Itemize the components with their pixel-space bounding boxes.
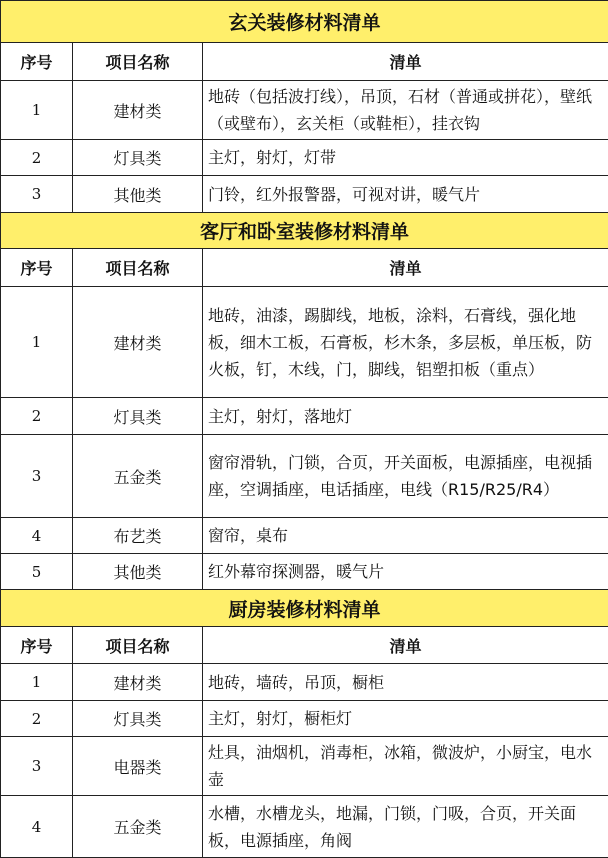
row-number: 4	[1, 796, 73, 858]
row-category: 灯具类	[73, 140, 203, 176]
row-category: 布艺类	[73, 518, 203, 554]
table-row	[1, 81, 608, 140]
row-items: 地砖，油漆，踢脚线，地板，涂料，石膏线，强化地板，细木工板，石膏板，杉木条，多层板，单压板，防火板，钉，木线，门，脚线，铝塑扣板（重点）	[203, 287, 608, 398]
table-row	[1, 664, 608, 701]
row-category: 灯具类	[73, 701, 203, 737]
table-row	[1, 737, 608, 796]
table-row	[1, 398, 608, 435]
row-category: 五金类	[73, 796, 203, 858]
row-category: 建材类	[73, 664, 203, 701]
header-project-name: 项目名称	[73, 627, 203, 664]
table-row	[1, 701, 608, 737]
header-project-name: 项目名称	[73, 43, 203, 81]
row-number: 1	[1, 287, 73, 398]
table-row	[1, 140, 608, 176]
row-category: 其他类	[73, 176, 203, 213]
row-number: 1	[1, 664, 73, 701]
row-category: 其他类	[73, 554, 203, 590]
section-title: 客厅和卧室装修材料清单	[1, 213, 608, 249]
table-row	[1, 287, 608, 398]
row-number: 2	[1, 140, 73, 176]
section-title-row	[1, 590, 608, 627]
table-row	[1, 796, 608, 858]
row-number: 5	[1, 554, 73, 590]
header-number: 序号	[1, 43, 73, 81]
row-items: 红外幕帘探测器，暖气片	[203, 554, 608, 590]
row-number: 1	[1, 81, 73, 140]
row-items: 窗帘，桌布	[203, 518, 608, 554]
table-row	[1, 554, 608, 590]
header-list: 清单	[203, 249, 608, 287]
table-row	[1, 518, 608, 554]
header-project-name: 项目名称	[73, 249, 203, 287]
header-number: 序号	[1, 249, 73, 287]
row-number: 4	[1, 518, 73, 554]
row-items: 主灯，射灯，落地灯	[203, 398, 608, 435]
header-row	[1, 43, 608, 81]
row-category: 建材类	[73, 81, 203, 140]
row-items: 地砖，墙砖，吊顶，橱柜	[203, 664, 608, 701]
row-category: 五金类	[73, 435, 203, 518]
table-row	[1, 176, 608, 213]
header-list: 清单	[203, 43, 608, 81]
row-number: 2	[1, 701, 73, 737]
section-title-row	[1, 1, 608, 43]
row-items: 灶具，油烟机，消毒柜，冰箱，微波炉，小厨宝，电水壶	[203, 737, 608, 796]
row-category: 建材类	[73, 287, 203, 398]
header-list: 清单	[203, 627, 608, 664]
section-title-row	[1, 213, 608, 249]
row-items: 水槽，水槽龙头，地漏，门锁，门吸，合页，开关面板，电源插座，角阀	[203, 796, 608, 858]
row-items: 主灯，射灯，橱柜灯	[203, 701, 608, 737]
row-category: 电器类	[73, 737, 203, 796]
row-items: 门铃，红外报警器，可视对讲，暖气片	[203, 176, 608, 213]
section-title: 厨房装修材料清单	[1, 590, 608, 627]
table-row	[1, 435, 608, 518]
row-items: 主灯，射灯，灯带	[203, 140, 608, 176]
row-number: 3	[1, 435, 73, 518]
row-items: 窗帘滑轨，门锁，合页，开关面板，电源插座，电视插座，空调插座，电话插座，电线（R15/R25/R4）	[203, 435, 608, 518]
header-number: 序号	[1, 627, 73, 664]
row-number: 2	[1, 398, 73, 435]
row-number: 3	[1, 737, 73, 796]
section-title: 玄关装修材料清单	[1, 1, 608, 43]
row-category: 灯具类	[73, 398, 203, 435]
row-items: 地砖（包括波打线），吊顶，石材（普通或拼花），壁纸（或壁布），玄关柜（或鞋柜），挂衣钩	[203, 81, 608, 140]
header-row	[1, 249, 608, 287]
header-row	[1, 627, 608, 664]
row-number: 3	[1, 176, 73, 213]
